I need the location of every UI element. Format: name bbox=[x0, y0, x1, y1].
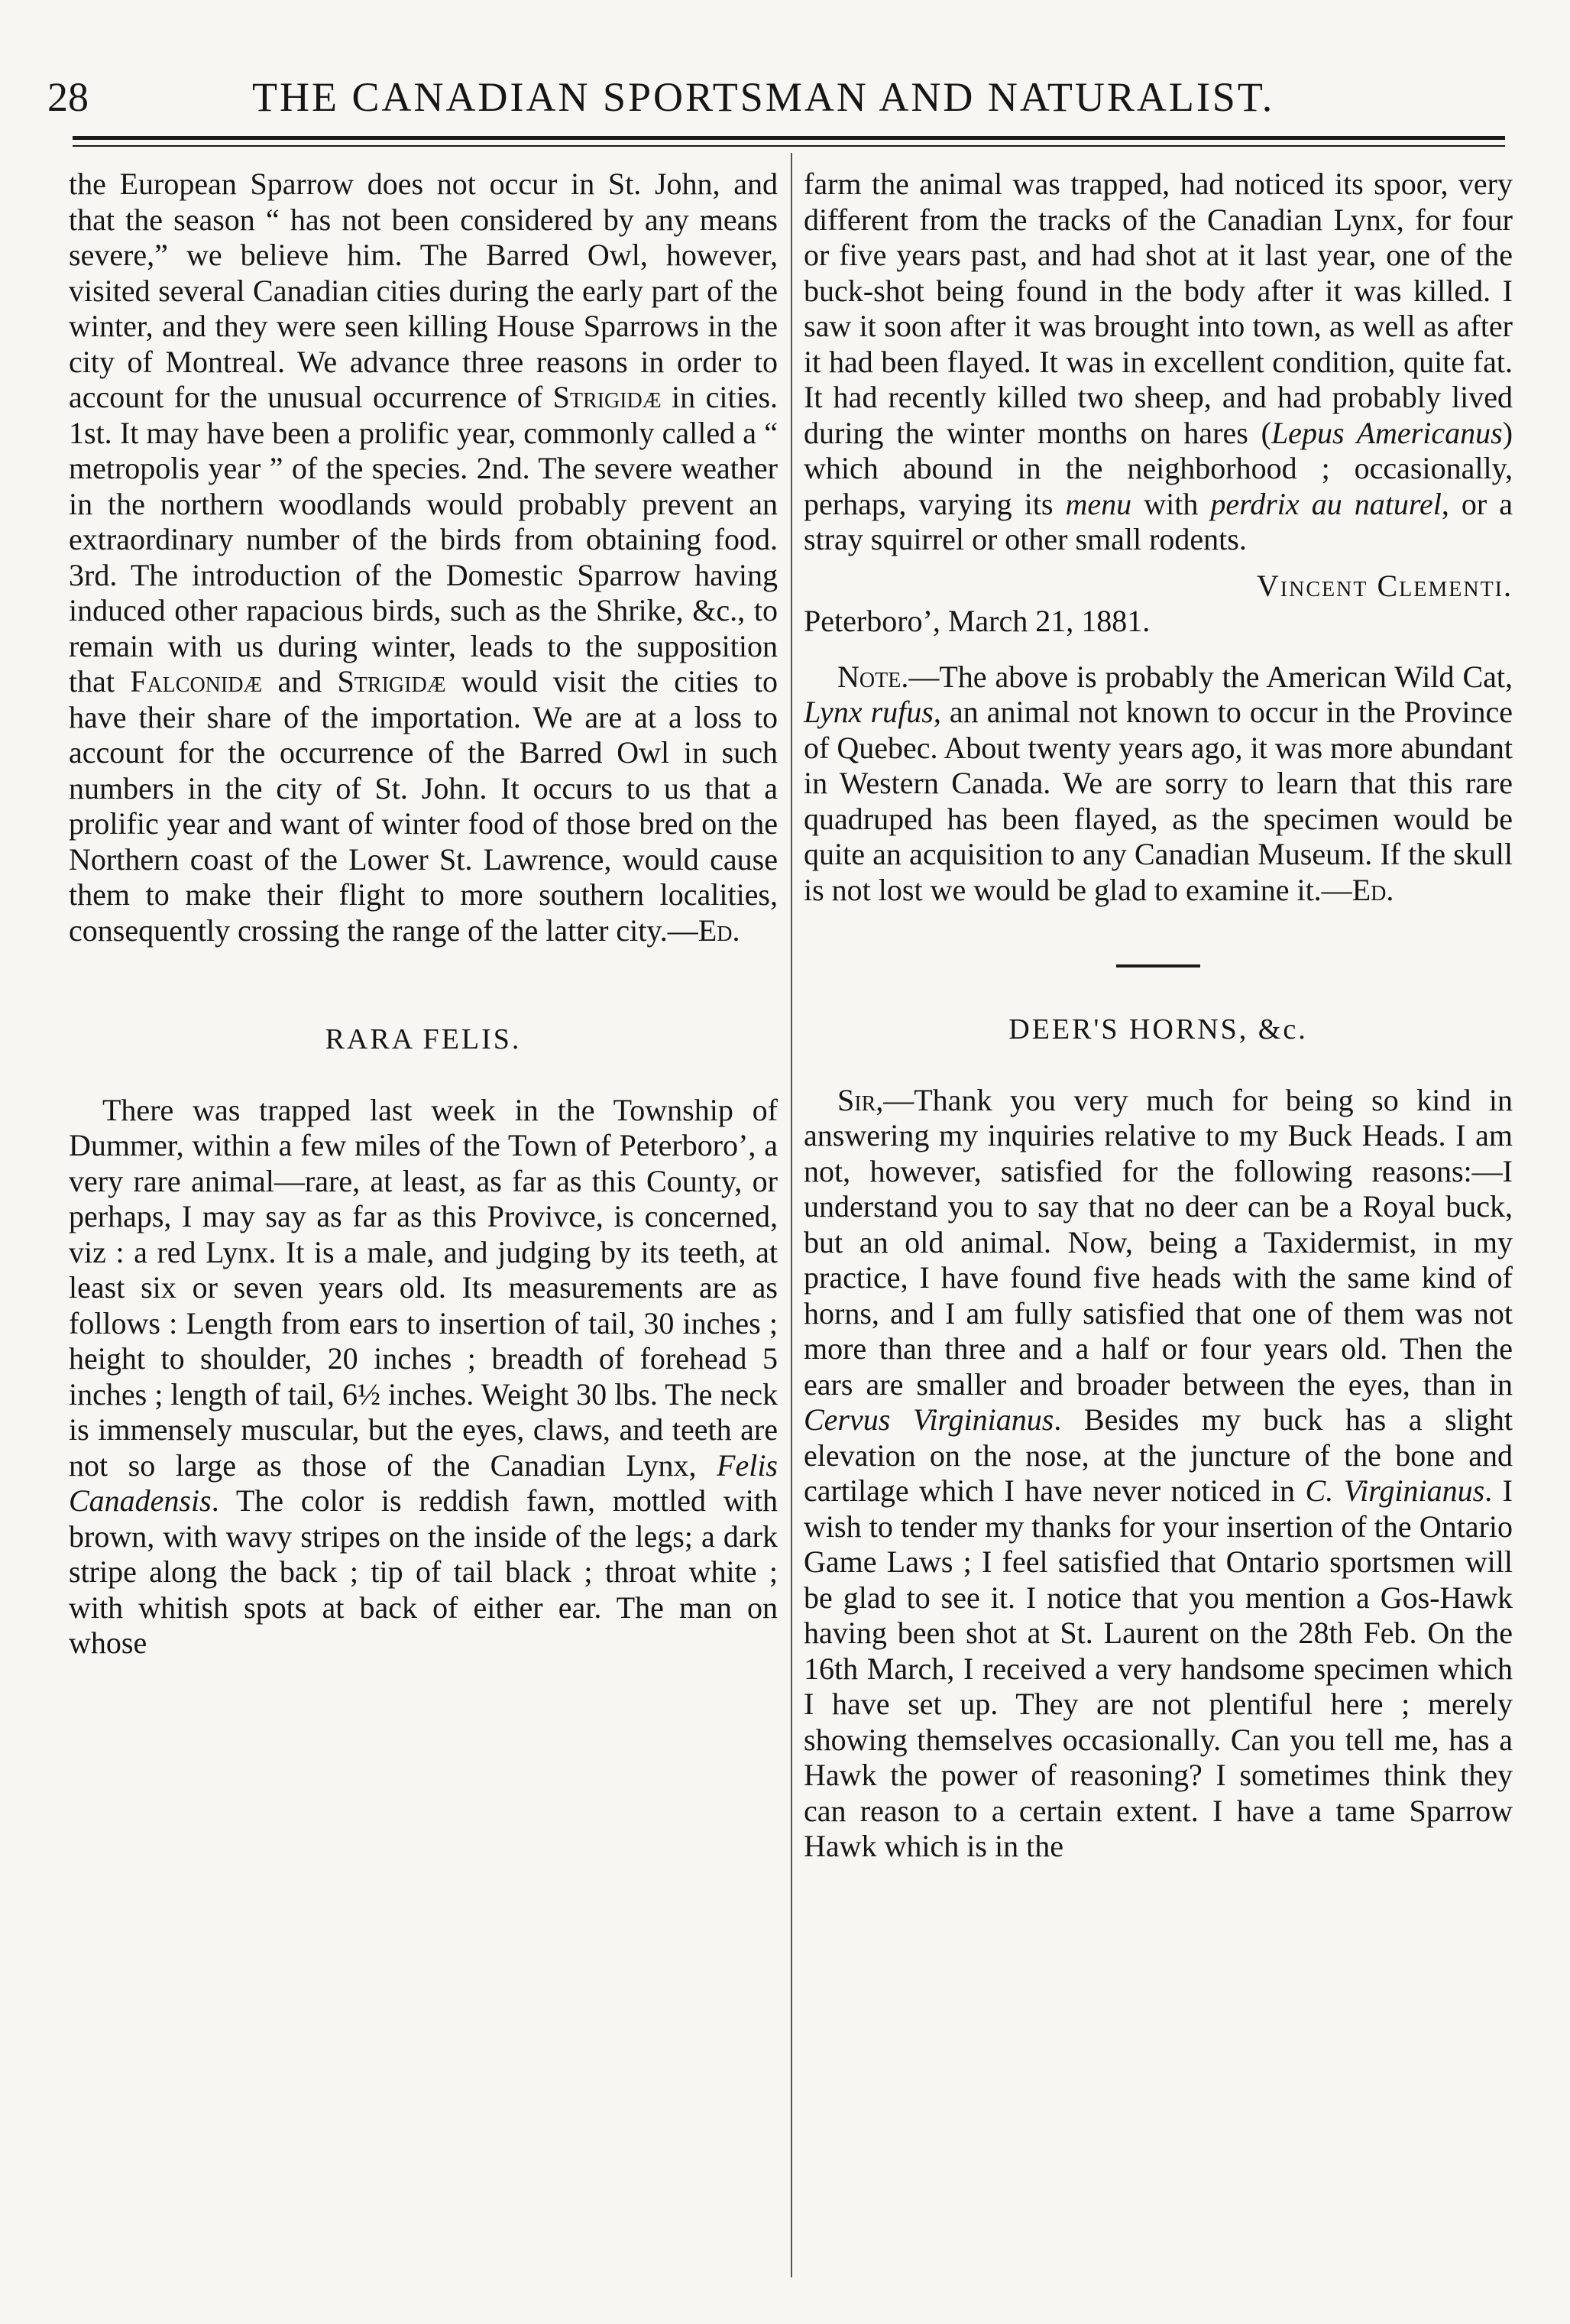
page-number: 28 bbox=[47, 74, 89, 120]
text-run: , or a stray squirrel or other small rodents. bbox=[804, 486, 1513, 556]
text-run: .—The above is probably the American Wild Cat, bbox=[901, 659, 1513, 694]
section-heading-rara-felis: RARA FELIS. bbox=[325, 1023, 522, 1055]
owl-editorial-paragraph bbox=[69, 167, 778, 948]
header-rule-thin bbox=[73, 145, 1505, 147]
species-name: Felis Canadensis bbox=[69, 1447, 778, 1518]
running-title: THE CANADIAN SPORTSMAN AND NATURALIST. bbox=[252, 74, 1275, 120]
family-name-strigidae: Strigidæ bbox=[337, 664, 446, 698]
salutation: Sir bbox=[837, 1082, 876, 1117]
section-heading-deers-horns: DEER'S HORNS, &c. bbox=[1008, 1013, 1308, 1045]
text-run: , an animal not known to occur in the Province of Quebec. About twenty years ago, it was more abundant in Western Canada. We are sorry to learn that this rare quadruped has been flayed, as the specimen would be quite an acquisition to any Canadian Museum. If the skull is not lost we would be glad to examine it.— bbox=[804, 695, 1513, 907]
text-run: . I wish to tender my thanks for your insertion of the Ontario Game Laws ; I feel satisfied that Ontario sportsmen will be glad to see it. I notice that you mention a Gos-Hawk having been shot at St. Laurent on the 28th Feb. On the 16th March, I received a very handsome specimen which I have set up. They are not plentiful here ; merely showing themselves occasionally. Can you tell me, has a Hawk the power of reasoning? I sometimes think they can reason to a certain extent. I have a tame Sparrow Hawk which is in the bbox=[804, 1473, 1513, 1863]
editor-signature: Ed. bbox=[698, 912, 740, 948]
text-run: ,—Thank you very much for being so kind in answering my inquiries relative to my Buck Heads. I am not, however, satisfied for the following reasons:—I understand you to say that no deer can be a Royal buck, but an old animal. Now, being a Taxidermist, in my practice, I have found five heads with the same kind of horns, and I am fully satisfied that one of them was not more than three and a half or four years old. Then the ears are smaller and broader between the eyes, than in bbox=[804, 1082, 1513, 1402]
left-column bbox=[69, 167, 778, 1661]
text-run: farm the animal was trapped, had noticed its spoor, very different from the tracks of the Canadian Lynx, for four or five years past, and had shot at it last year, one of the buck-shot being found in the body after it was killed. I saw it soon after it was brought into town, as well as after it had been flayed. It was in excellent condition, quite fat. It had recently killed two sheep, and had probably lived during the winter months on hares ( bbox=[804, 167, 1513, 450]
editor-note-paragraph bbox=[804, 660, 1513, 909]
species-name: Cervus Virginianus bbox=[804, 1402, 1054, 1437]
section-divider-rule bbox=[1116, 964, 1200, 968]
text-run: . Besides my buck has a slight elevation on the nose, at the juncture of the bone and cartilage which I have never noticed in bbox=[804, 1402, 1513, 1508]
note-label: Note bbox=[837, 659, 902, 694]
text-run: would visit the cities to have their share of the importation. We are at a loss to account for the occurrence of the Barred Owl in such numbers in the city of St. John. It occurs to us that a prolific year and want of winter food of those bred on the Northern coast of the Lower St. Lawrence, would cause them to make their flight to more southern localities, consequently crossing the range of the latter city.— bbox=[69, 664, 778, 948]
text-run: the European Sparrow does not occur in St. John, and that the season “ has not been considered by any means severe,” we believe him. The Barred Owl, however, visited several Canadian cities during the early part of the winter, and they were seen killing House Sparrows in the city of Montreal. We advance three reasons in order to account for the unusual occurrence of bbox=[69, 167, 778, 414]
editor-signature: Ed. bbox=[1351, 872, 1394, 907]
column-divider bbox=[791, 153, 792, 2277]
header-rule-thick bbox=[73, 136, 1505, 140]
right-column bbox=[804, 167, 1513, 1865]
lynx-report-paragraph bbox=[69, 1093, 778, 1661]
italic-word: menu bbox=[1065, 486, 1132, 521]
species-name: Lepus Americanus bbox=[1271, 415, 1503, 450]
species-name: Lynx rufus bbox=[804, 695, 934, 729]
species-name: C. Virginianus bbox=[1305, 1473, 1485, 1508]
family-name-falconidae: Falconidæ bbox=[130, 664, 263, 698]
text-run: and bbox=[262, 664, 338, 698]
lynx-report-continuation bbox=[804, 167, 1513, 558]
letter-paragraph bbox=[804, 1083, 1513, 1865]
text-run: ) which abound in the neighborhood ; occasionally, perhaps, varying its bbox=[804, 415, 1513, 521]
family-name-strigidae: Strigidæ bbox=[552, 380, 662, 414]
italic-phrase: perdrix au naturel bbox=[1210, 486, 1442, 521]
text-run: . The color is reddish fawn, mottled with brown, with wavy stripes on the inside of the legs; a dark stripe along the back ; tip of tail black ; throat white ; with whitish spots at back of either ear. The man on whose bbox=[69, 1483, 778, 1660]
text-run: There was trapped last week in the Township of Dummer, within a few miles of the Town of Peterboro’, a very rare animal—rare, at least, as far as this County, or perhaps, I may say as far as this Provivce, is concerned, viz : a red Lynx. It is a male, and judging by its teeth, at least six or seven years old. Its measurements are as follows : Length from ears to insertion of tail, 30 inches ; height to shoulder, 20 inches ; breadth of forehead 5 inches ; length of tail, 6½ inches. Weight 30 lbs. The neck is immensely muscular, but the eyes, claws, and teeth are not so large as those of the Canadian Lynx, bbox=[69, 1092, 778, 1483]
author-signature: Vincent Clementi. bbox=[1256, 568, 1513, 603]
dateline: Peterboro’, March 21, 1881. bbox=[804, 604, 1151, 638]
text-run: with bbox=[1131, 486, 1211, 521]
text-run: in cities. 1st. It may have been a prolific year, commonly called a “ metropolis year ” of the species. 2nd. The severe weather in the northern woodlands would probably prevent an extraordinary number of the birds from obtaining food. 3rd. The introduction of the Domestic Sparrow having induced other rapacious birds, such as the Shrike, &c., to remain with us during winter, leads to the supposition that bbox=[69, 380, 779, 698]
